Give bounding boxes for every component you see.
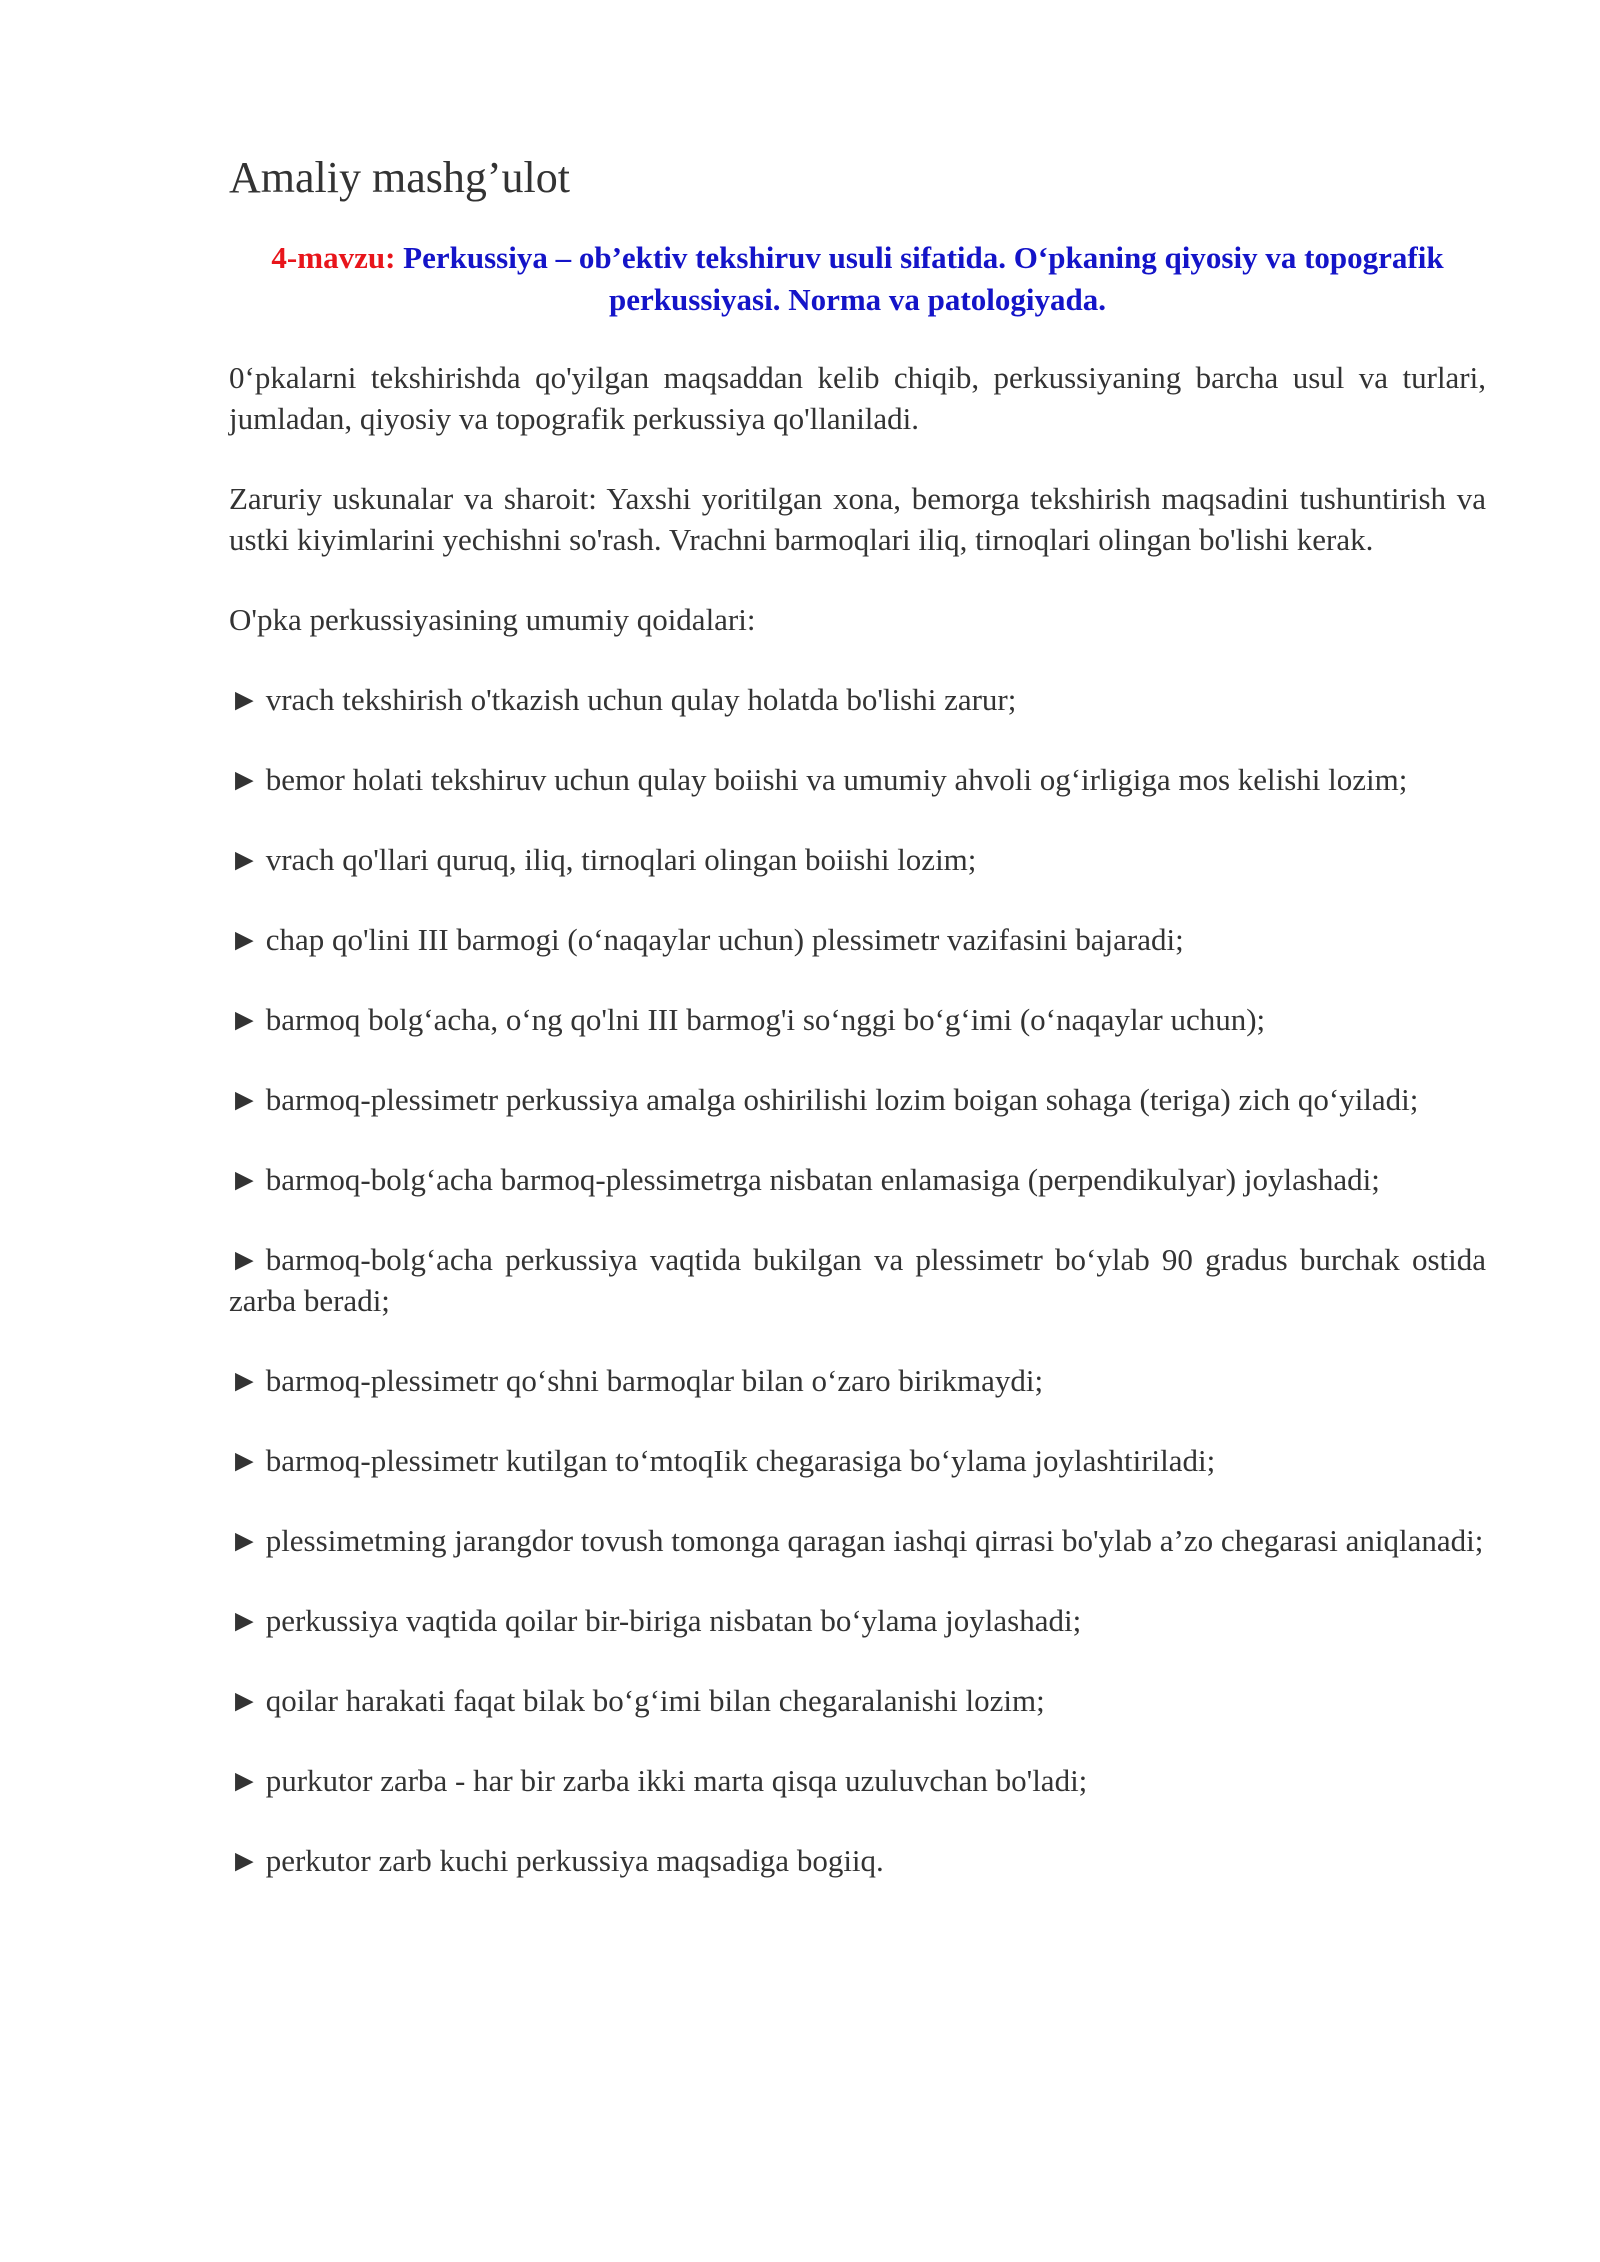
bullet-arrow-icon: ► [229, 1162, 260, 1197]
bullet-arrow-icon: ► [229, 1082, 260, 1117]
list-item-text: vrach qo'llari quruq, iliq, tirnoqlari olingan boiishi lozim; [265, 842, 977, 877]
bullet-arrow-icon: ► [229, 1763, 260, 1798]
list-item-text: barmoq-bolg‘acha barmoq-plessimetrga nisbatan enlamasiga (perpendikulyar) joylashadi; [265, 1162, 1380, 1197]
equipment-paragraph: Zaruriy uskunalar va sharoit: Yaxshi yoritilgan xona, bemorga tekshirish maqsadini tushuntirish va ustki kiyimlarini yechishni so'rash. Vrachni barmoqlari iliq, tirnoqlari olingan bo'lishi kerak. [229, 481, 1486, 557]
list-item [229, 1520, 1486, 1561]
bullet-arrow-icon: ► [229, 1242, 260, 1277]
intro-paragraph: 0‘pkalarni tekshirishda qo'yilgan maqsaddan kelib chiqib, perkussiyaning barcha usul va turlari, jumladan, qiyosiy va topografik perkussiya qo'llaniladi. [229, 360, 1486, 436]
list-item [229, 1079, 1486, 1120]
bullet-arrow-icon: ► [229, 1683, 260, 1718]
list-item [229, 999, 1486, 1040]
list-item [229, 1159, 1486, 1200]
list-item [229, 1680, 1486, 1721]
bullet-arrow-icon: ► [229, 762, 260, 797]
list-item [229, 919, 1486, 960]
list-item-text: barmoq-plessimetr qo‘shni barmoqlar bilan o‘zaro birikmaydi; [265, 1363, 1044, 1398]
bullet-arrow-icon: ► [229, 1603, 260, 1638]
rules-list [229, 679, 1486, 1881]
bullet-arrow-icon: ► [229, 842, 260, 877]
list-item-text: barmoq-bolg‘acha perkussiya vaqtida bukilgan va plessimetr bo‘ylab 90 gradus burchak ostida zarba beradi; [229, 1242, 1486, 1318]
list-item [229, 839, 1486, 880]
list-item-text: barmoq-plessimetr kutilgan to‘mtoqIik chegarasiga bo‘ylama joylashtiriladi; [265, 1443, 1216, 1478]
bullet-arrow-icon: ► [229, 1002, 260, 1037]
list-item-text: vrach tekshirish o'tkazish uchun qulay holatda bo'lishi zarur; [265, 682, 1017, 717]
topic-heading [229, 237, 1486, 321]
list-item [229, 1760, 1486, 1801]
page-title: Amaliy mashg’ulot [229, 153, 570, 202]
topic-text: Perkussiya – ob’ektiv tekshiruv usuli sifatida. O‘pkaning qiyosiy va topografik perkussiyasi. Norma va patologiyada. [403, 240, 1444, 317]
list-item-text: plessimetming jarangdor tovush tomonga qaragan iashqi qirrasi bo'ylab a’zo chegarasi aniqlanadi; [265, 1523, 1484, 1558]
topic-label: 4-mavzu: [271, 240, 396, 275]
list-item [229, 1440, 1486, 1481]
list-item-text: barmoq-plessimetr perkussiya amalga oshirilishi lozim boigan sohaga (teriga) zich qo‘yiladi; [265, 1082, 1419, 1117]
list-item-text: perkutor zarb kuchi perkussiya maqsadiga bogiiq. [265, 1843, 884, 1878]
list-item-text: qoilar harakati faqat bilak bo‘g‘imi bilan chegaralanishi lozim; [265, 1683, 1045, 1718]
list-item-text: barmoq bolg‘acha, o‘ng qo'lni III barmog'i so‘nggi bo‘g‘imi (o‘naqaylar uchun); [265, 1002, 1266, 1037]
document-content [229, 150, 1486, 1920]
list-item [229, 1840, 1486, 1881]
list-item-text: perkussiya vaqtida qoilar bir-biriga nisbatan bo‘ylama joylashadi; [265, 1603, 1082, 1638]
list-item [229, 759, 1486, 800]
bullet-arrow-icon: ► [229, 682, 260, 717]
list-item [229, 1360, 1486, 1401]
bullet-arrow-icon: ► [229, 1843, 260, 1878]
bullet-arrow-icon: ► [229, 922, 260, 957]
bullet-arrow-icon: ► [229, 1363, 260, 1398]
list-item [229, 1239, 1486, 1321]
list-item [229, 679, 1486, 720]
list-item-text: chap qo'lini III barmogi (o‘naqaylar uchun) plessimetr vazifasini bajaradi; [265, 922, 1184, 957]
list-item-text: purkutor zarba - har bir zarba ikki marta qisqa uzuluvchan bo'ladi; [265, 1763, 1088, 1798]
rules-heading: O'pka perkussiyasining umumiy qoidalari: [229, 602, 756, 637]
bullet-arrow-icon: ► [229, 1523, 260, 1558]
bullet-arrow-icon: ► [229, 1443, 260, 1478]
list-item [229, 1600, 1486, 1641]
list-item-text: bemor holati tekshiruv uchun qulay boiishi va umumiy ahvoli og‘irligiga mos kelishi lozim; [265, 762, 1408, 797]
